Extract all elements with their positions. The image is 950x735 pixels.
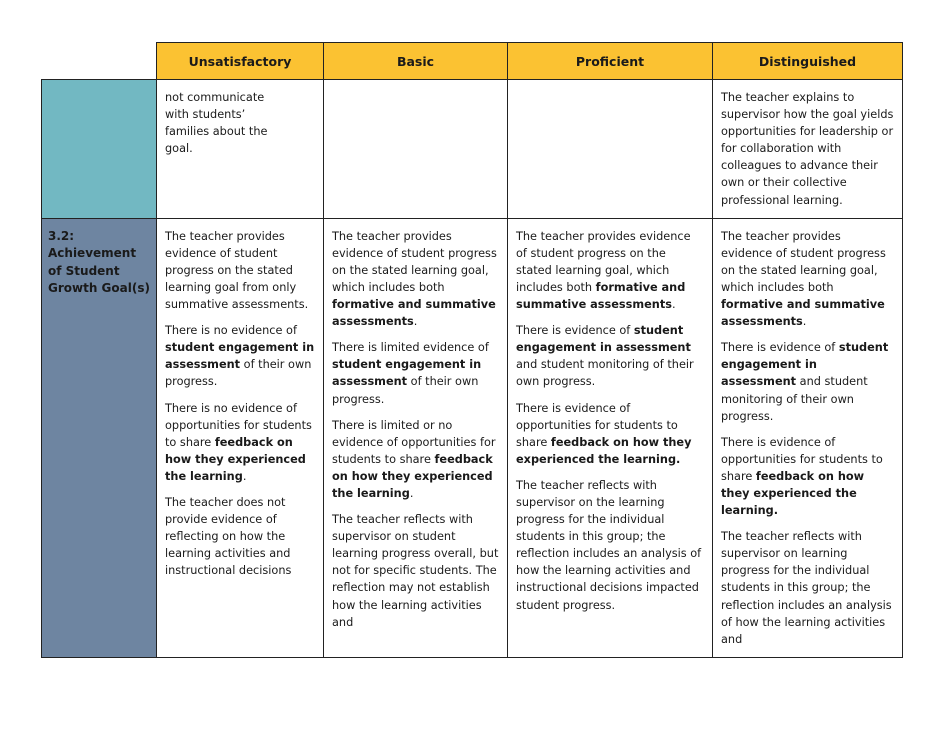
table-row	[42, 80, 903, 219]
cell-proficient	[508, 80, 713, 219]
cell-paragraph	[332, 417, 499, 502]
bold-phrase: formative and summative assessments	[332, 298, 496, 329]
cell-content	[508, 80, 712, 89]
component-label: 3.2: Achievement of Student Growth Goal(s)	[48, 228, 150, 296]
text-run: and student monitoring of their own progress.	[721, 375, 868, 423]
cell-paragraph	[721, 528, 894, 648]
text-run: .	[242, 469, 247, 483]
text-run: The teacher provides evidence of student progress on the stated learning goal, which includes both	[332, 229, 497, 294]
cell-content	[713, 219, 902, 648]
cell-paragraph	[516, 322, 704, 390]
text-run: with students’	[165, 108, 246, 122]
cell-content	[324, 219, 507, 631]
cell-content	[324, 80, 507, 89]
table-row	[42, 218, 903, 657]
text-run: The teacher provides evidence of student progress on the stated learning goal from only summative assessments.	[165, 229, 309, 312]
bold-phrase: student engagement in assessment	[165, 341, 315, 372]
header-blank-cell	[42, 43, 157, 80]
text-run: The teacher reflects with supervisor on student learning progress overall, but not for specific students. The reflection may not establish how the learning activities and	[332, 513, 499, 629]
cell-paragraph	[721, 228, 894, 331]
header-basic: Basic	[324, 43, 508, 80]
text-run: .	[413, 315, 418, 329]
text-run: and student monitoring of their own progress.	[516, 358, 694, 389]
cell-proficient	[508, 218, 713, 657]
header-proficient: Proficient	[508, 43, 713, 80]
text-run: not communicate	[165, 91, 265, 104]
cell-paragraph	[516, 228, 704, 313]
header-row	[42, 43, 903, 80]
cell-content	[508, 219, 712, 614]
cell-paragraph	[165, 494, 315, 579]
cell-paragraph	[165, 106, 315, 123]
cell-content	[157, 219, 323, 580]
cell-paragraph	[165, 400, 315, 485]
text-run: .	[671, 298, 676, 312]
cell-paragraph	[516, 477, 704, 614]
cell-basic	[324, 80, 508, 219]
header-unsatisfactory: Unsatisfactory	[157, 43, 324, 80]
cell-content	[157, 80, 323, 157]
bold-phrase: feedback on how they experienced the learning	[165, 435, 306, 483]
cell-paragraph	[165, 140, 315, 157]
bold-phrase: student engagement in assessment	[516, 324, 691, 355]
bold-phrase: formative and summative assessments	[516, 280, 686, 312]
cell-paragraph	[721, 89, 894, 209]
cell-paragraph	[165, 89, 315, 106]
text-run: families about the	[165, 125, 268, 139]
text-run: There is limited or no evidence of opportunities for students to share	[332, 418, 496, 466]
bold-phrase: formative and summative assessments	[721, 298, 885, 329]
text-run: The teacher does not provide evidence of reflecting on how the learning activities and instructional decisions	[165, 495, 292, 578]
cell-paragraph	[332, 339, 499, 407]
text-run: The teacher provides evidence of student progress on the stated learning goal, which includes both	[516, 229, 691, 294]
cell-paragraph	[516, 400, 704, 468]
bold-phrase: feedback on how they experienced the learning	[332, 452, 493, 500]
cell-paragraph	[721, 434, 894, 519]
text-run: There is no evidence of opportunities for students to share	[165, 401, 312, 449]
cell-unsatisfactory	[157, 218, 324, 657]
text-run: of their own progress.	[332, 375, 479, 406]
bold-phrase: feedback on how they experienced the learning.	[721, 469, 865, 518]
text-run: The teacher reflects with supervisor on learning progress for the individual students in this group; the reflection includes an analysis of how the learning activities and	[721, 530, 892, 646]
cell-paragraph	[332, 511, 499, 631]
text-run: .	[409, 486, 414, 500]
bold-phrase: feedback on how they experienced the learning.	[516, 435, 692, 466]
text-run: of their own progress.	[165, 358, 312, 389]
text-run: There is limited evidence of	[332, 341, 489, 355]
row-label-cell	[42, 218, 157, 657]
text-run: There is evidence of opportunities for students to share	[516, 401, 678, 449]
text-run: There is evidence of	[516, 324, 634, 338]
cell-paragraph	[165, 322, 315, 390]
text-run: There is no evidence of	[165, 324, 297, 338]
text-run: .	[802, 315, 807, 329]
bold-phrase: student engagement in assessment	[721, 341, 889, 389]
bold-phrase: student engagement in assessment	[332, 358, 482, 389]
cell-distinguished	[713, 80, 903, 219]
text-run: The teacher explains to supervisor how the goal yields opportunities for leadership or for collaboration with colleagues to advance their own or their collective professional learning.	[721, 91, 894, 207]
cell-content	[713, 80, 902, 209]
cell-basic	[324, 218, 508, 657]
header-distinguished: Distinguished	[713, 43, 903, 80]
text-run: There is evidence of opportunities for students to share	[721, 435, 883, 483]
cell-paragraph	[165, 228, 315, 313]
text-run: goal.	[165, 142, 193, 156]
cell-paragraph	[721, 339, 894, 424]
cell-distinguished	[713, 218, 903, 657]
rubric-table	[41, 42, 903, 658]
text-run: The teacher reflects with supervisor on the learning progress for the individual students in this group; the reflection includes an analysis of how the learning activities and instructional decisions impacted student progress.	[516, 478, 702, 612]
cell-paragraph	[165, 123, 315, 140]
text-run: There is evidence of	[721, 341, 839, 355]
text-run: The teacher provides evidence of student progress on the stated learning goal, which includes both	[721, 229, 886, 294]
cell-paragraph	[332, 228, 499, 331]
row-label-cell	[42, 80, 157, 219]
cell-unsatisfactory	[157, 80, 324, 219]
